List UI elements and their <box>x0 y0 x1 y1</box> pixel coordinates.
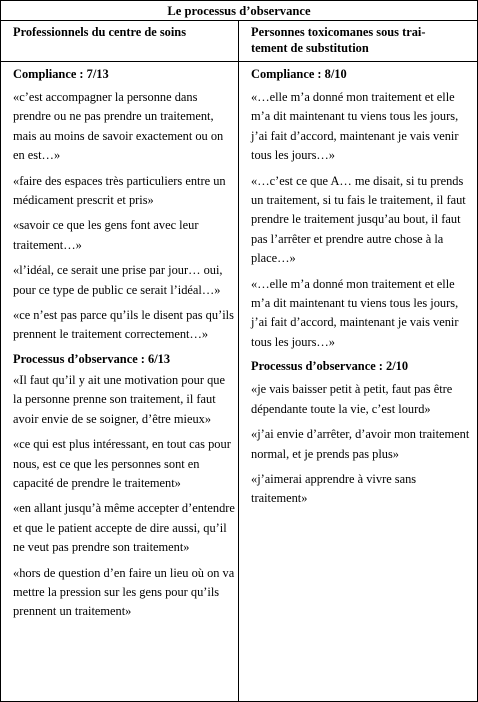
quote: «je vais baisser petit à petit, faut pas être dépendante toute la vie, c’est lourd» <box>251 382 453 416</box>
right-header-line-2: tement de substitution <box>251 41 369 55</box>
border-under-headers <box>0 61 478 62</box>
border-under-title <box>0 20 478 21</box>
right-column <box>251 66 473 515</box>
quote: «ce qui est plus intéressant, en tout cas pour nous, est ce que les personnes sont en capacité de prendre le traitement» <box>13 437 231 490</box>
quote: «l’idéal, ce serait une prise par jour… oui, pour ce type de public ce serait l’idéal…» <box>13 263 223 297</box>
left-column <box>13 66 235 628</box>
quote: «savoir ce que les gens font avec leur traitement…» <box>13 218 199 252</box>
left-compliance-heading: Compliance : 7/13 <box>13 67 109 81</box>
quote: «…elle m’a donné mon traitement et elle m’a dit maintenant tu viens tous les jours, j’ai fait d’accord, maintenant je vais venir tous les jours…» <box>251 90 459 163</box>
table-title: Le processus d’observance <box>167 4 311 18</box>
border-left <box>0 0 1 702</box>
quote: «ce n’est pas parce qu’ils le disent pas qu’ils prennent le traitement correctement…» <box>13 308 234 342</box>
right-compliance-heading: Compliance : 8/10 <box>251 67 347 81</box>
right-process-heading: Processus d’observance : 2/10 <box>251 359 409 374</box>
right-header-line-1: Personnes toxicomanes sous trai- <box>251 25 426 39</box>
left-column-header: Professionnels du centre de soins <box>13 25 187 39</box>
right-column-header <box>251 24 473 56</box>
border-middle <box>238 20 239 702</box>
quote: «Il faut qu’il y ait une motivation pour que la personne prenne son traitement, il faut avoir envie de se soigner, d’être mieux» <box>13 372 225 426</box>
quote: «…elle m’a donné mon traitement et elle m’a dit maintenant tu viens tous les jours, j’ai fait d’accord, maintenant je vais venir tous les jours…» <box>251 276 459 349</box>
quote: «j’ai envie d’arrêter, d’avoir mon traitement normal, et je prends pas plus» <box>251 427 470 461</box>
quote: «en allant jusqu’à même accepter d’entendre et que le patient accepte de dire aussi, qu’il ne veut pas prendre son traitement» <box>13 501 235 555</box>
quote: «c’est accompagner la personne dans prendre ou ne pas prendre un traitement, mais au moins de savoir exactement ou on en est…» <box>13 90 224 163</box>
left-process-heading: Processus d’observance : 6/13 <box>13 351 171 366</box>
quote: «hors de question d’en faire un lieu où on va mettre la pression sur les gens pour qu’ils prennent un traitement» <box>13 565 235 619</box>
quote: «…c’est ce que A… me disait, si tu prends un traitement, si tu fais le traitement, il faut prendre le traitement jusqu’au bout, il faut pas l’arrêter et prendre autre chose à la place…» <box>251 173 466 266</box>
border-top <box>0 0 478 1</box>
quote: «faire des espaces très particuliers entre un médicament prescrit et pris» <box>13 173 226 208</box>
quote: «j’aimerai apprendre à vivre sans traitement» <box>251 471 417 506</box>
